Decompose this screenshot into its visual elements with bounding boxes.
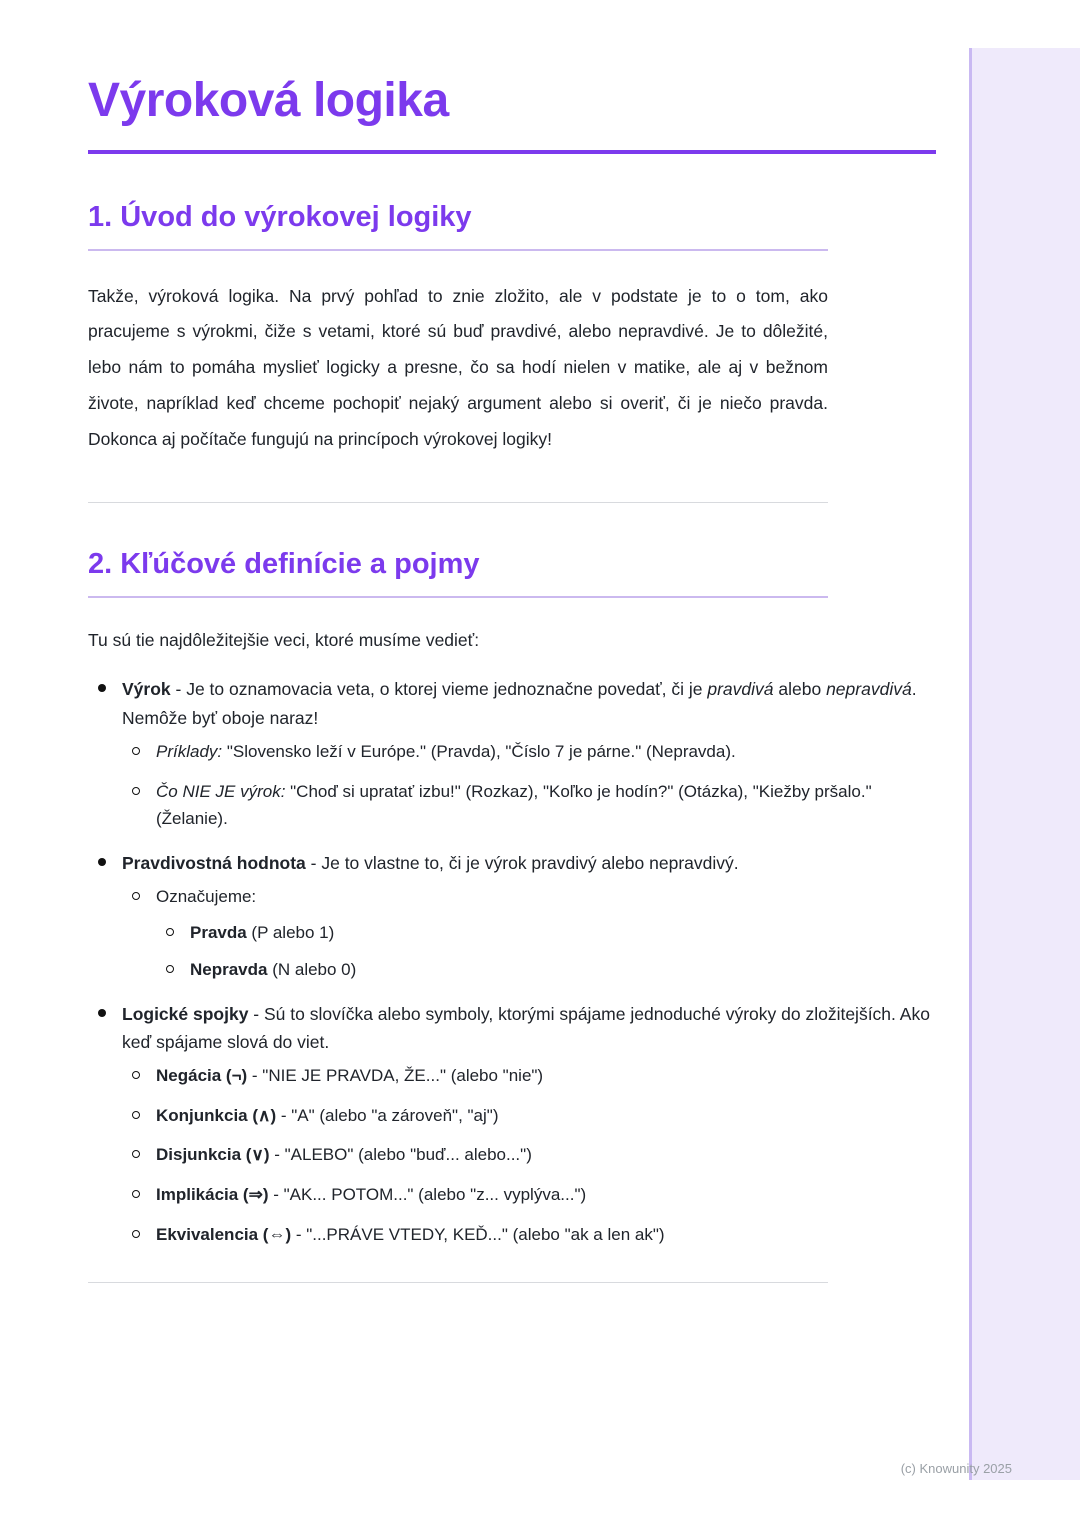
bullet-icon [98, 684, 106, 692]
definitions-list [88, 675, 930, 1248]
title-underline [88, 150, 936, 154]
connective-label: Negácia (¬) [156, 1066, 248, 1086]
bullet-icon [98, 1009, 106, 1017]
list-item [122, 883, 930, 984]
term-label: Logické spojky [122, 1003, 249, 1024]
list-item [122, 1181, 930, 1209]
list-item [156, 919, 930, 947]
bullet-icon [98, 858, 106, 866]
bullet-circle-icon [132, 747, 140, 755]
connective-text: - "A" (alebo "a zároveň", "aj") [276, 1105, 499, 1125]
copyright-notice: (c) Knowunity 2025 [900, 1461, 1012, 1476]
connective-label: Konjunkcia (∧) [156, 1105, 277, 1125]
list-item [88, 849, 930, 984]
connective-text: - "AK... POTOM..." (alebo "z... vyplýva...") [268, 1184, 587, 1204]
bullet-circle-icon [166, 928, 174, 936]
footer-divider [88, 1282, 828, 1283]
sub-text: Označujeme: [156, 887, 257, 907]
sub-emphasis: Čo NIE JE výrok: [156, 781, 286, 801]
list-item [88, 675, 930, 832]
bullet-circle-icon [132, 1111, 140, 1119]
bullet-circle-icon [132, 1190, 140, 1198]
term-emphasis-a: pravdivá [707, 679, 774, 700]
list-item [122, 1141, 930, 1169]
page-title: Výroková logika [88, 74, 449, 127]
term-dash: - [170, 679, 187, 700]
value-text: (N alebo 0) [267, 960, 357, 980]
section-underline-1 [88, 249, 828, 251]
value-text: (P alebo 1) [246, 922, 335, 942]
term-text-b: alebo [773, 679, 827, 700]
connective-text: - "ALEBO" (alebo "buď... alebo...") [269, 1145, 532, 1165]
connective-label: Ekvivalencia (⇔) [156, 1224, 292, 1244]
list-item [122, 1102, 930, 1130]
term-text: Je to vlastne to, či je výrok pravdivý alebo nepravdivý. [321, 852, 739, 873]
term-label: Pravdivostná hodnota [122, 852, 306, 873]
section-underline-2 [88, 596, 828, 598]
section-heading-1: 1. Úvod do výrokovej logiky [88, 200, 472, 233]
list-item [122, 738, 930, 766]
bullet-circle-icon [132, 892, 140, 900]
bullet-circle-icon [132, 1071, 140, 1079]
list-item [122, 778, 930, 833]
sub-emphasis: Príklady: [156, 742, 223, 762]
term-label: Výrok [122, 679, 171, 700]
value-label: Pravda [190, 922, 247, 942]
bullet-circle-icon [166, 965, 174, 973]
term-text: Je to oznamovacia veta, o ktorej vieme jednoznačne povedať, či je [186, 679, 708, 700]
connective-label: Disjunkcia (∨) [156, 1145, 270, 1165]
term-dash: - [248, 1003, 264, 1024]
value-label: Nepravda [190, 960, 268, 980]
section-lead-2: Tu sú tie najdôležitejšie veci, ktoré musíme vedieť: [88, 629, 480, 650]
sub-list [122, 883, 930, 984]
list-item [122, 1062, 930, 1090]
section-heading-2: 2. Kľúčové definície a pojmy [88, 547, 480, 580]
connective-text: - "NIE JE PRAVDA, ŽE..." (alebo "nie") [247, 1066, 544, 1086]
term-dash: - [305, 852, 322, 873]
term-text: Sú to slovíčka alebo symboly, ktorými spájame jednoduché výroky do zložitejších. Ako keď spájame slová do viet. [122, 1003, 930, 1053]
bullet-circle-icon [132, 787, 140, 795]
connective-label: Implikácia (⇒) [156, 1184, 269, 1204]
sub-list [122, 738, 930, 833]
sub-sub-list [156, 919, 930, 984]
section-divider [88, 502, 828, 503]
bullet-circle-icon [132, 1150, 140, 1158]
list-item [156, 956, 930, 984]
list-item [122, 1221, 930, 1249]
connective-text: - "...PRÁVE VTEDY, KEĎ..." (alebo "ak a len ak") [291, 1224, 665, 1244]
term-text-c: . Nemôže byť oboje naraz! [122, 679, 917, 728]
sub-text: "Choď si upratať izbu!" (Rozkaz), "Koľko je hodín?" (Otázka), "Kiežby pršalo." (Želanie). [156, 781, 872, 829]
sub-list [122, 1062, 930, 1248]
section-paragraph-1: Takže, výroková logika. Na prvý pohľad to znie zložito, ale v podstate je to o tom, ako pracujeme s výrokmi, čiže s vetami, ktoré sú buď pravdivé, alebo nepravdivé. Je to dôležité, lebo nám to pomáha myslieť logicky a presne, čo sa hodí nielen v matike, ale aj v bežnom živote, napríklad keď chceme pochopiť nejaký argument alebo si overiť, či je niečo pravda. Dokonca aj počítače fungujú na princípoch výrokovej logiky! [88, 285, 828, 450]
sub-text: "Slovensko leží v Európe." (Pravda), "Číslo 7 je párne." (Nepravda). [222, 742, 736, 762]
list-item [88, 1000, 930, 1248]
bullet-circle-icon [132, 1230, 140, 1238]
term-emphasis-b: nepravdivá [826, 679, 912, 700]
